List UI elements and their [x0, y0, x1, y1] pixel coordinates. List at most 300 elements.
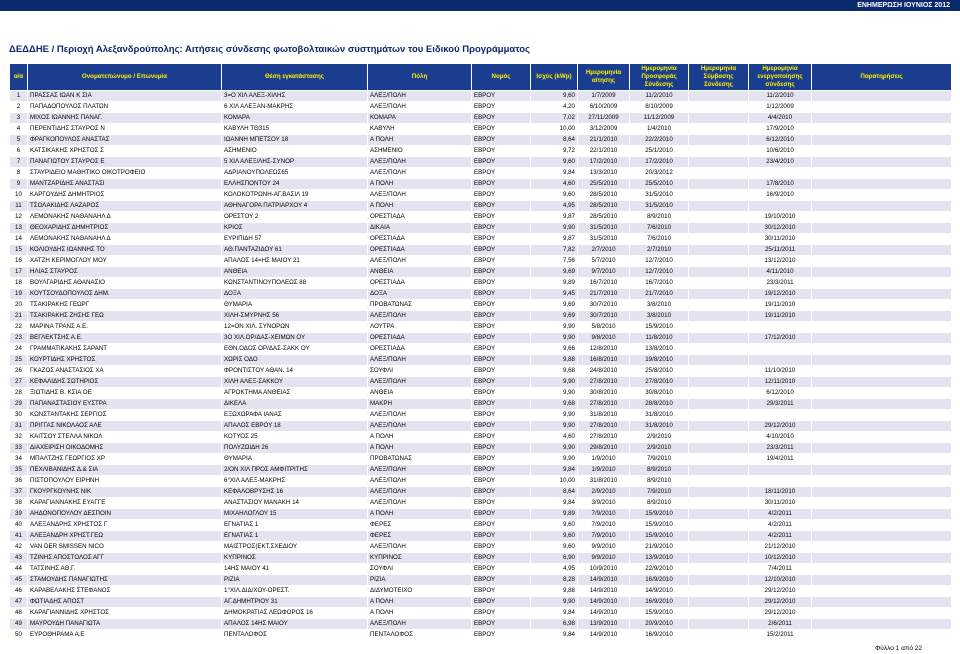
- col-prefecture: ΕΒΡΟΥ: [472, 322, 531, 333]
- col-aa: 3: [10, 113, 28, 124]
- col-offer-date: 31/5/2010: [630, 190, 689, 201]
- col-city: ΑΛΕΞ/ΠΟΛΗ: [368, 476, 472, 487]
- col-contract-date: [689, 289, 749, 300]
- col-offer-date: 15/9/2010: [630, 608, 689, 619]
- col-activation-date: 19/11/2010: [749, 300, 812, 311]
- table-row: [10, 476, 952, 487]
- col-prefecture: ΕΒΡΟΥ: [472, 256, 531, 267]
- col-application-date: 30/8/2010: [578, 388, 630, 399]
- col-name: ΚΟΥΤΣΟΥΔΟΠΟΥΛΟΣ ΔΗΜ.: [28, 289, 222, 300]
- col-activation-date: [749, 322, 812, 333]
- col-offer-date: 12/7/2010: [630, 267, 689, 278]
- col-prefecture: ΕΒΡΟΥ: [472, 454, 531, 465]
- header-col-offer-date: Ημερομηνία Προσφοράς Σύνδεσης: [630, 64, 689, 91]
- table-row: [10, 289, 952, 300]
- col-remarks: [812, 377, 952, 388]
- col-location: ΔΗΜΟΚΡΑΤΙΑΣ ΛΕΩΦΟΡΟΣ 16: [222, 608, 368, 619]
- col-power: 9,69: [531, 267, 578, 278]
- col-power: 9,89: [531, 509, 578, 520]
- col-offer-date: 2/7/2010: [630, 245, 689, 256]
- col-offer-date: 8/9/2010: [630, 476, 689, 487]
- col-location: ΑΔΡΙΑΝΟΥΠΟΛΕΩΣ65: [222, 168, 368, 179]
- col-application-date: 13/9/2010: [578, 619, 630, 630]
- col-name: ΤΣΑΚΙΡΑΚΗΣ ΖΗΣΗΣ ΓΕΩ: [28, 311, 222, 322]
- table-row: [10, 597, 952, 608]
- col-offer-date: 11/8/2010: [630, 333, 689, 344]
- table-row: [10, 245, 952, 256]
- col-name: ΚΑΡΑΓΙΑΝΝΙΔΗΣ ΧΡΗΣΤΟΣ: [28, 608, 222, 619]
- col-aa: 7: [10, 157, 28, 168]
- col-city: Α ΠΟΛΗ: [368, 432, 472, 443]
- col-contract-date: [689, 410, 749, 421]
- col-activation-date: 17/12/2010: [749, 333, 812, 344]
- table-row: [10, 124, 952, 135]
- col-application-date: 31/8/2010: [578, 410, 630, 421]
- col-activation-date: 1/12/2009: [749, 102, 812, 113]
- col-aa: 42: [10, 542, 28, 553]
- col-offer-date: 22/9/2010: [630, 564, 689, 575]
- col-offer-date: 17/2/2010: [630, 157, 689, 168]
- col-activation-date: 17/9/2010: [749, 124, 812, 135]
- col-activation-date: 30/11/2010: [749, 498, 812, 509]
- col-name: ΠΡΙΓΓΑΣ ΝΙΚΟΛΑΟΣ ΑΛΕ: [28, 421, 222, 432]
- col-name: ΛΕΜΟΝΑΚΗΣ ΝΑΘΑΝΑΗΛ Δ: [28, 234, 222, 245]
- col-location: 3Ο ΧΙΛ.ΟΡ/ΔΑΣ-ΧΕΙΜΩΝ ΟΥ: [222, 333, 368, 344]
- col-offer-date: 22/2/2010: [630, 135, 689, 146]
- col-application-date: 25/5/2010: [578, 179, 630, 190]
- col-city: ΡΙΖΙΑ: [368, 575, 472, 586]
- col-contract-date: [689, 630, 749, 641]
- col-power: 9,90: [531, 388, 578, 399]
- col-application-date: 31/8/2010: [578, 476, 630, 487]
- col-location: ΧΩΡΙΣ ΟΔΟ: [222, 355, 368, 366]
- col-location: ΚΩΝΣΤΑΝΤΙΝΟΥΠΟΛΕΩΣ 88: [222, 278, 368, 289]
- col-remarks: [812, 487, 952, 498]
- col-contract-date: [689, 135, 749, 146]
- col-application-date: 3/9/2010: [578, 498, 630, 509]
- col-city: ΑΛΕΞ/ΠΟΛΗ: [368, 190, 472, 201]
- col-remarks: [812, 267, 952, 278]
- col-offer-date: 16/9/2010: [630, 575, 689, 586]
- col-aa: 11: [10, 201, 28, 212]
- table-row: [10, 509, 952, 520]
- col-city: ΑΛΕΞ/ΠΟΛΗ: [368, 487, 472, 498]
- col-name: ΦΩΤΙΑΔΗΣ ΑΠΟΣΤ: [28, 597, 222, 608]
- col-power: 10,00: [531, 124, 578, 135]
- col-offer-date: 25/5/2010: [630, 179, 689, 190]
- col-city: Α ΠΟΛΗ: [368, 608, 472, 619]
- col-location: 2/ΟΝ ΧΙΛ ΠΡΟΣ ΑΜΦΙΤΡΙΤΗΣ: [222, 465, 368, 476]
- col-city: ΚΟΜΑΡΑ: [368, 113, 472, 124]
- table-row: [10, 630, 952, 641]
- col-contract-date: [689, 102, 749, 113]
- col-prefecture: ΕΒΡΟΥ: [472, 91, 531, 102]
- col-location: ΚΡΙΟΣ: [222, 223, 368, 234]
- col-aa: 38: [10, 498, 28, 509]
- col-activation-date: 4/2/2011: [749, 520, 812, 531]
- col-power: 9,90: [531, 443, 578, 454]
- col-activation-date: [749, 355, 812, 366]
- col-prefecture: ΕΒΡΟΥ: [472, 278, 531, 289]
- col-offer-date: 7/6/2010: [630, 223, 689, 234]
- col-power: 9,60: [531, 542, 578, 553]
- col-activation-date: 19/12/2010: [749, 289, 812, 300]
- table-row: [10, 553, 952, 564]
- table-row: [10, 223, 952, 234]
- col-location: 3=Ο ΧΙΛ ΑΛΕΞ-ΧΙΛΗΣ: [222, 91, 368, 102]
- col-prefecture: ΕΒΡΟΥ: [472, 619, 531, 630]
- col-prefecture: ΕΒΡΟΥ: [472, 476, 531, 487]
- col-location: ΑΠΑΛΟΣ 14ΗΣ ΜΑΙΟΥ: [222, 619, 368, 630]
- col-city: ΟΡΕΣΤΙΑΔΑ: [368, 333, 472, 344]
- col-remarks: [812, 597, 952, 608]
- col-application-date: 28/5/2010: [578, 190, 630, 201]
- col-name: ΑΛΕΞΑΝΔΡΗΣ ΧΡΗΣΤΟΣ Γ: [28, 520, 222, 531]
- col-name: ΜΠΑΛΤΖΗΣ ΓΕΩΡΓΙΟΣ ΧΡ: [28, 454, 222, 465]
- table-row: [10, 234, 952, 245]
- col-city: Α ΠΟΛΗ: [368, 201, 472, 212]
- col-power: 9,87: [531, 234, 578, 245]
- col-aa: 40: [10, 520, 28, 531]
- col-application-date: 24/8/2010: [578, 366, 630, 377]
- col-city: ΑΛΕΞ/ΠΟΛΗ: [368, 168, 472, 179]
- col-offer-date: 16/9/2010: [630, 597, 689, 608]
- col-application-date: 27/8/2010: [578, 399, 630, 410]
- col-application-date: 2/9/2010: [578, 487, 630, 498]
- col-aa: 39: [10, 509, 28, 520]
- col-power: 9,45: [531, 289, 578, 300]
- col-name: ΠΕΡΕΝΤΙΔΗΣ ΣΤΑΥΡΟΣ Ν: [28, 124, 222, 135]
- table-row: [10, 531, 952, 542]
- col-aa: 50: [10, 630, 28, 641]
- col-prefecture: ΕΒΡΟΥ: [472, 564, 531, 575]
- col-city: Α ΠΟΛΗ: [368, 597, 472, 608]
- col-application-date: 7/9/2010: [578, 509, 630, 520]
- table-row: [10, 135, 952, 146]
- col-prefecture: ΕΒΡΟΥ: [472, 333, 531, 344]
- col-remarks: [812, 399, 952, 410]
- col-prefecture: ΕΒΡΟΥ: [472, 597, 531, 608]
- col-prefecture: ΕΒΡΟΥ: [472, 168, 531, 179]
- col-application-date: 2/7/2010: [578, 245, 630, 256]
- col-activation-date: 4/2/2011: [749, 509, 812, 520]
- col-aa: 19: [10, 289, 28, 300]
- col-application-date: 30/7/2010: [578, 300, 630, 311]
- col-application-date: 7/9/2010: [578, 531, 630, 542]
- col-location: ΕΘΝ.ΟΔΟΣ ΟΡ/ΔΑΣ-ΣΑΚΚ ΟΥ: [222, 344, 368, 355]
- col-application-date: 1/9/2010: [578, 465, 630, 476]
- col-name: ΧΑΤΖΗ ΚΕΡΙΜΟΓΛΟΥ ΜΟΥ: [28, 256, 222, 267]
- col-location: ΔΙΚΕΛΑ: [222, 399, 368, 410]
- col-power: 9,84: [531, 630, 578, 641]
- col-city: ΦΕΡΕΣ: [368, 520, 472, 531]
- col-location: ΦΡΟΝΤΙΣΤΟΥ ΑΘΑΝ. 14: [222, 366, 368, 377]
- col-name: ΚΑΤΣΙΚΑΚΗΣ ΧΡΗΣΤΟΣ Σ: [28, 146, 222, 157]
- col-remarks: [812, 542, 952, 553]
- col-activation-date: [749, 410, 812, 421]
- col-city: ΦΕΡΕΣ: [368, 531, 472, 542]
- col-activation-date: 6/12/2010: [749, 388, 812, 399]
- col-prefecture: ΕΒΡΟΥ: [472, 531, 531, 542]
- col-location: ΜΑΙΣΤΡΟΣ(ΕΚΤ.ΣΧΕΔΙΟΥ: [222, 542, 368, 553]
- col-offer-date: 15/9/2010: [630, 322, 689, 333]
- col-power: 9,84: [531, 608, 578, 619]
- col-prefecture: ΕΒΡΟΥ: [472, 245, 531, 256]
- col-contract-date: [689, 344, 749, 355]
- col-prefecture: ΕΒΡΟΥ: [472, 520, 531, 531]
- col-remarks: [812, 531, 952, 542]
- col-prefecture: ΕΒΡΟΥ: [472, 201, 531, 212]
- col-activation-date: 30/12/2010: [749, 223, 812, 234]
- col-prefecture: ΕΒΡΟΥ: [472, 509, 531, 520]
- table-row: [10, 575, 952, 586]
- col-contract-date: [689, 245, 749, 256]
- col-city: Α ΠΟΛΗ: [368, 443, 472, 454]
- col-contract-date: [689, 399, 749, 410]
- col-contract-date: [689, 377, 749, 388]
- col-aa: 18: [10, 278, 28, 289]
- col-offer-date: 30/8/2010: [630, 388, 689, 399]
- col-city: Α ΠΟΛΗ: [368, 179, 472, 190]
- col-location: 14ΗΣ ΜΑΙΟΥ 41: [222, 564, 368, 575]
- col-offer-date: 8/9/2010: [630, 498, 689, 509]
- col-power: 9,90: [531, 322, 578, 333]
- col-remarks: [812, 179, 952, 190]
- col-location: ΚΟΛΟΚΟΤΡΩΝΗ-ΑΓ.ΒΑΣΙΛ 19: [222, 190, 368, 201]
- col-name: ΠΑΠΑΝΑΣΤΑΣΙΟΥ ΕΥΣΤΡΑ: [28, 399, 222, 410]
- col-prefecture: ΕΒΡΟΥ: [472, 465, 531, 476]
- col-name: ΜΑΝΤΖΑΡΙΔΗΣ ΑΝΑΣΤΑΣΙ: [28, 179, 222, 190]
- col-city: ΟΡΕΣΤΙΑΔΑ: [368, 234, 472, 245]
- col-aa: 30: [10, 410, 28, 421]
- col-power: 9,84: [531, 498, 578, 509]
- table-row: [10, 311, 952, 322]
- col-remarks: [812, 443, 952, 454]
- col-offer-date: 15/9/2010: [630, 509, 689, 520]
- col-activation-date: 7/4/2011: [749, 564, 812, 575]
- col-prefecture: ΕΒΡΟΥ: [472, 608, 531, 619]
- col-power: 9,60: [531, 531, 578, 542]
- col-aa: 46: [10, 586, 28, 597]
- col-power: 9,60: [531, 157, 578, 168]
- col-city: ΟΡΕΣΤΙΑΔΑ: [368, 212, 472, 223]
- col-prefecture: ΕΒΡΟΥ: [472, 157, 531, 168]
- col-city: Α ΠΟΛΗ: [368, 135, 472, 146]
- col-activation-date: 11/10/2010: [749, 366, 812, 377]
- col-location: ΑΓ.ΔΗΜΗΤΡΙΟΥ 31: [222, 597, 368, 608]
- col-location: ΚΟΜΑΡΑ: [222, 113, 368, 124]
- col-power: 9,69: [531, 300, 578, 311]
- col-activation-date: [749, 344, 812, 355]
- col-location: ΧΙΛΗ ΑΛΕΞ-ΣΑΚΚΟΥ: [222, 377, 368, 388]
- col-activation-date: 19/10/2010: [749, 212, 812, 223]
- col-activation-date: 29/12/2010: [749, 608, 812, 619]
- col-prefecture: ΕΒΡΟΥ: [472, 399, 531, 410]
- col-aa: 4: [10, 124, 28, 135]
- table-row: [10, 168, 952, 179]
- col-remarks: [812, 344, 952, 355]
- col-remarks: [812, 201, 952, 212]
- col-offer-date: 2/9/2010: [630, 443, 689, 454]
- col-power: 9,90: [531, 410, 578, 421]
- col-power: 9,60: [531, 190, 578, 201]
- col-contract-date: [689, 267, 749, 278]
- col-location: ΟΡΕΣΤΟΥ 2: [222, 212, 368, 223]
- col-location: ΙΩΑΝΝΗ ΜΠΕΤΣΟΥ 18: [222, 135, 368, 146]
- top-banner: [0, 0, 960, 11]
- col-offer-date: 21/7/2010: [630, 289, 689, 300]
- col-remarks: [812, 630, 952, 641]
- col-power: 9,69: [531, 311, 578, 322]
- col-activation-date: 29/12/2010: [749, 597, 812, 608]
- col-power: 9,90: [531, 454, 578, 465]
- col-activation-date: 12/11/2010: [749, 377, 812, 388]
- table-row: [10, 520, 952, 531]
- col-remarks: [812, 476, 952, 487]
- table-row: [10, 377, 952, 388]
- col-offer-date: 3/8/2010: [630, 311, 689, 322]
- col-application-date: 14/9/2010: [578, 575, 630, 586]
- col-contract-date: [689, 487, 749, 498]
- col-activation-date: [749, 476, 812, 487]
- col-power: 9,84: [531, 168, 578, 179]
- col-remarks: [812, 498, 952, 509]
- col-location: ΕΞΩΧΩΡΑΦΑ ΙΑΝΑΣ: [222, 410, 368, 421]
- col-offer-date: 8/10/2009: [630, 102, 689, 113]
- header-col-activation-date: Ημερομηνία ενεργοποίησης σύνδεσης: [749, 64, 812, 91]
- col-aa: 23: [10, 333, 28, 344]
- col-contract-date: [689, 542, 749, 553]
- col-activation-date: 4/10/2010: [749, 432, 812, 443]
- col-city: ΑΛΕΞ/ΠΟΛΗ: [368, 91, 472, 102]
- col-offer-date: 31/8/2010: [630, 410, 689, 421]
- col-power: 9,90: [531, 377, 578, 388]
- col-location: ΚΥΠΡΙΝΟΣ: [222, 553, 368, 564]
- col-contract-date: [689, 388, 749, 399]
- col-prefecture: ΕΒΡΟΥ: [472, 586, 531, 597]
- col-aa: 21: [10, 311, 28, 322]
- col-contract-date: [689, 91, 749, 102]
- col-aa: 36: [10, 476, 28, 487]
- col-location: ΜΙΧΑΗΛΟΓΛΟΥ 15: [222, 509, 368, 520]
- col-activation-date: [749, 465, 812, 476]
- col-contract-date: [689, 564, 749, 575]
- col-location: ΑΘ.ΠΑΝΤΑΖΙΔΟΥ 61: [222, 245, 368, 256]
- table-row: [10, 333, 952, 344]
- col-aa: 22: [10, 322, 28, 333]
- col-aa: 26: [10, 366, 28, 377]
- col-remarks: [812, 278, 952, 289]
- col-name: ΤΖΙΝΗΣ ΑΠΟΣΤΟΛΟΣ ΑΓΓ: [28, 553, 222, 564]
- col-prefecture: ΕΒΡΟΥ: [472, 234, 531, 245]
- col-activation-date: 16/9/2010: [749, 190, 812, 201]
- col-contract-date: [689, 619, 749, 630]
- col-city: ΑΛΕΞ/ΠΟΛΗ: [368, 102, 472, 113]
- col-prefecture: ΕΒΡΟΥ: [472, 212, 531, 223]
- col-remarks: [812, 509, 952, 520]
- table-row: [10, 256, 952, 267]
- col-remarks: [812, 300, 952, 311]
- col-offer-date: 8/9/2010: [630, 212, 689, 223]
- col-power: 4,95: [531, 201, 578, 212]
- col-city: ΟΡΕΣΤΙΑΔΑ: [368, 344, 472, 355]
- col-power: 9,90: [531, 223, 578, 234]
- col-name: ΚΑΡΑΒΕΛΑΚΗΣ ΣΤΕΦΑΝΟΣ: [28, 586, 222, 597]
- col-prefecture: ΕΒΡΟΥ: [472, 113, 531, 124]
- col-prefecture: ΕΒΡΟΥ: [472, 421, 531, 432]
- col-name: ΓΚΑΖΟΣ ΑΝΑΣΤΑΣΙΟΣ ΧΑ: [28, 366, 222, 377]
- col-offer-date: 11/12/2009: [630, 113, 689, 124]
- col-application-date: 13/3/2010: [578, 168, 630, 179]
- col-contract-date: [689, 476, 749, 487]
- col-city: ΠΡΟΒΑΤΩΝΑΣ: [368, 300, 472, 311]
- col-location: ΕΓΝΑΤΙΑΣ 1: [222, 531, 368, 542]
- col-application-date: 10/9/2010: [578, 564, 630, 575]
- table-row: [10, 267, 952, 278]
- col-application-date: 14/9/2010: [578, 608, 630, 619]
- col-contract-date: [689, 531, 749, 542]
- col-city: ΑΛΕΞ/ΠΟΛΗ: [368, 619, 472, 630]
- col-offer-date: 25/8/2010: [630, 366, 689, 377]
- col-aa: 29: [10, 399, 28, 410]
- col-power: 9,66: [531, 344, 578, 355]
- col-city: ΣΟΥΦΛΙ: [368, 366, 472, 377]
- col-remarks: [812, 586, 952, 597]
- col-contract-date: [689, 608, 749, 619]
- col-city: ΜΑΚΡΗ: [368, 399, 472, 410]
- col-aa: 41: [10, 531, 28, 542]
- col-city: ΑΝΘΕΙΑ: [368, 267, 472, 278]
- col-contract-date: [689, 201, 749, 212]
- col-remarks: [812, 256, 952, 267]
- col-application-date: 9/9/2010: [578, 553, 630, 564]
- header-col-prefecture: Νομός: [472, 64, 531, 91]
- col-aa: 9: [10, 179, 28, 190]
- col-prefecture: ΕΒΡΟΥ: [472, 311, 531, 322]
- col-activation-date: 21/12/2010: [749, 542, 812, 553]
- col-prefecture: ΕΒΡΟΥ: [472, 498, 531, 509]
- col-name: ΓΚΟΥΡΓΚΟΥΝΗΣ ΝΙΚ: [28, 487, 222, 498]
- col-aa: 17: [10, 267, 28, 278]
- col-remarks: [812, 564, 952, 575]
- col-name: ΠΑΝΑΓΙΩΤΟΥ ΣΤΑΥΡΟΣ Ε: [28, 157, 222, 168]
- col-remarks: [812, 245, 952, 256]
- col-power: 8,64: [531, 135, 578, 146]
- col-remarks: [812, 465, 952, 476]
- col-location: ΑΘΗΝΑΓΟΡΑ ΠΑΤΡΙΑΡΧΟΥ 4: [222, 201, 368, 212]
- col-activation-date: 19/11/2010: [749, 311, 812, 322]
- col-aa: 8: [10, 168, 28, 179]
- col-power: 6,90: [531, 553, 578, 564]
- col-prefecture: ΕΒΡΟΥ: [472, 124, 531, 135]
- col-location: ΧΙΛΗ-ΣΜΥΡΝΗΣ 56: [222, 311, 368, 322]
- col-power: 9,88: [531, 586, 578, 597]
- col-activation-date: 13/12/2010: [749, 256, 812, 267]
- col-remarks: [812, 289, 952, 300]
- col-name: ΤΣΟΛΑΚΙΔΗΣ ΛΑΖΑΡΟΣ: [28, 201, 222, 212]
- col-name: ΒΕΓΛΕΚΤΣΗΣ Α.Ε.: [28, 333, 222, 344]
- col-contract-date: [689, 124, 749, 135]
- col-prefecture: ΕΒΡΟΥ: [472, 432, 531, 443]
- col-power: 8,28: [531, 575, 578, 586]
- col-location: ΑΠΑΛΟΣ 14=ΗΣ ΜΑΙΟΥ 21: [222, 256, 368, 267]
- table-row: [10, 564, 952, 575]
- col-application-date: 27/8/2010: [578, 421, 630, 432]
- col-power: 9,84: [531, 465, 578, 476]
- col-prefecture: ΕΒΡΟΥ: [472, 410, 531, 421]
- col-application-date: 21/7/2010: [578, 289, 630, 300]
- col-power: 4,20: [531, 102, 578, 113]
